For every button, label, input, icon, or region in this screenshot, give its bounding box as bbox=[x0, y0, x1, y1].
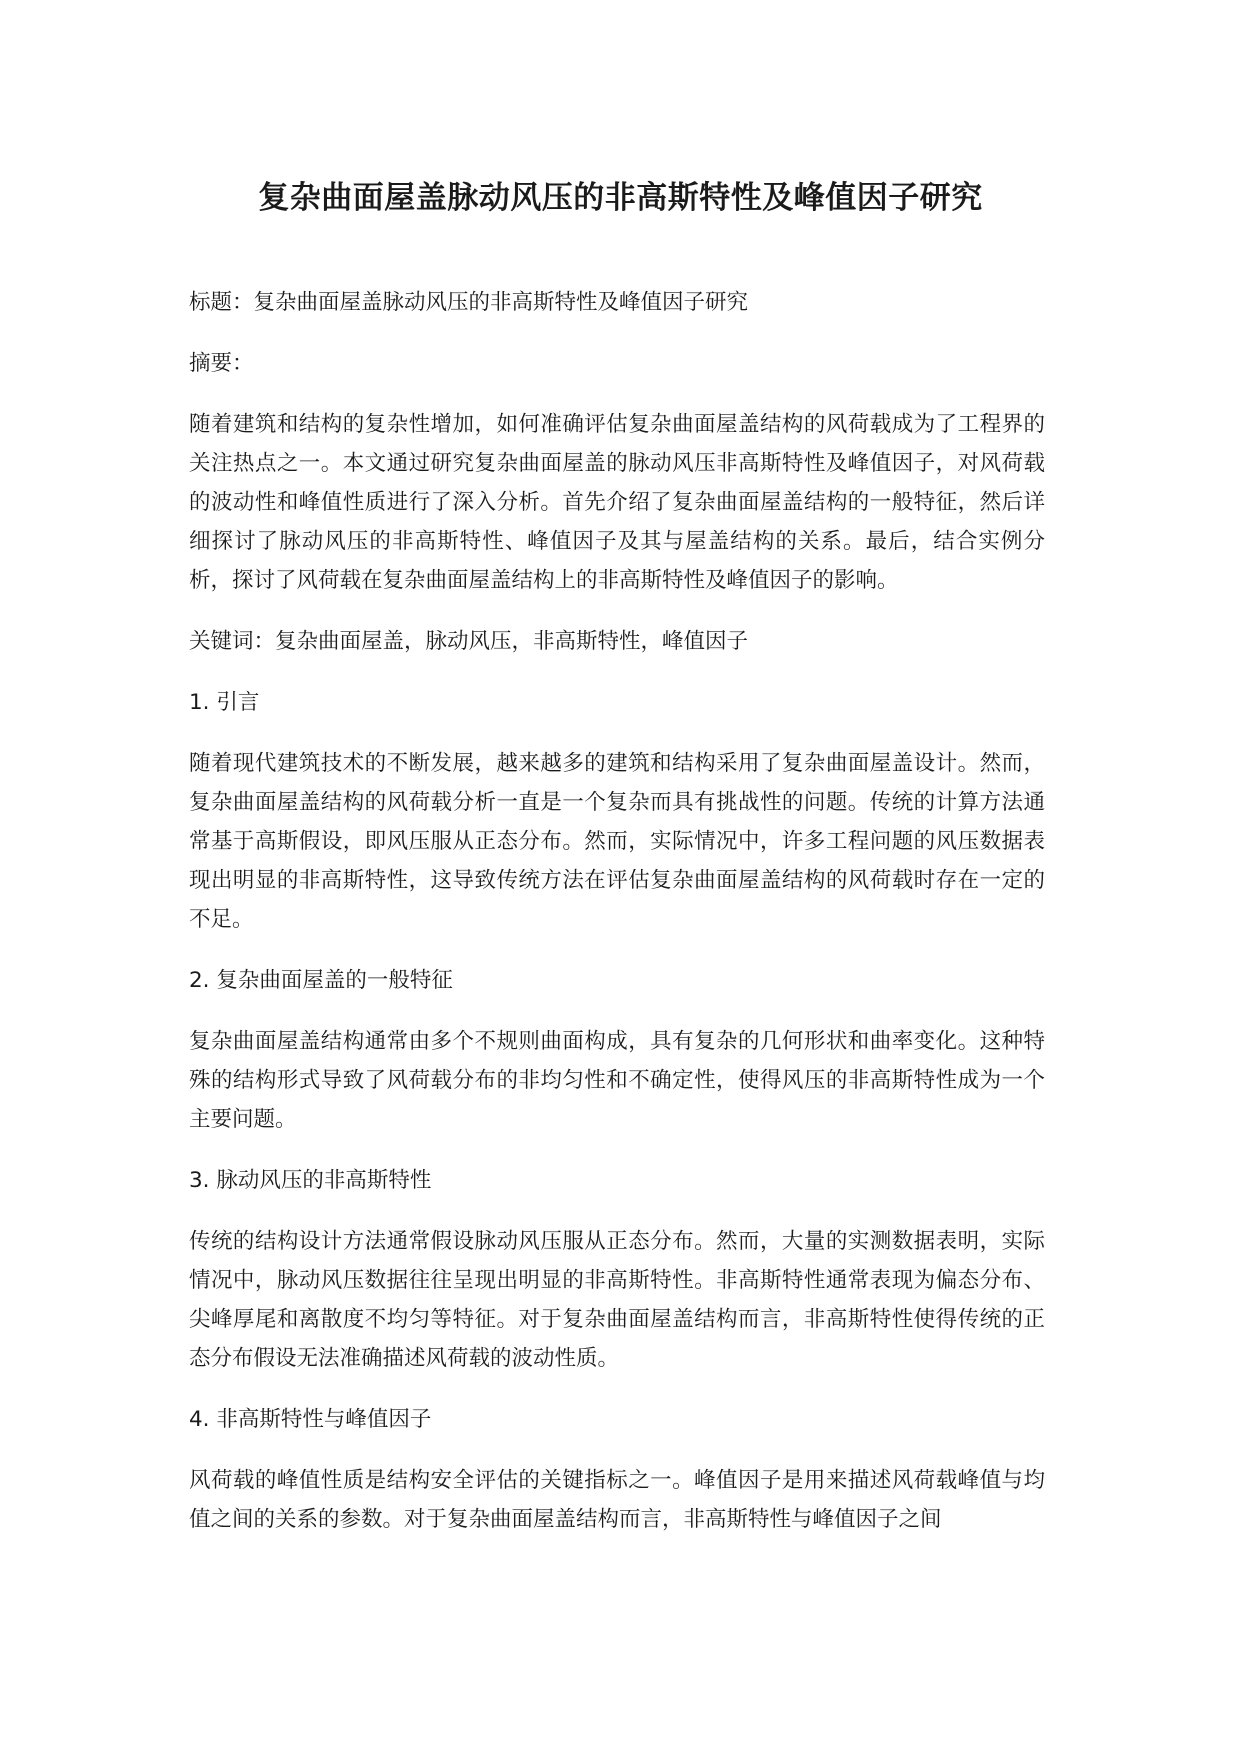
abstract-paragraph: 随着建筑和结构的复杂性增加，如何准确评估复杂曲面屋盖结构的风荷载成为了工程界的关注热点之一。本文通过研究复杂曲面屋盖的脉动风压非高斯特性及峰值因子，对风荷载的波动性和峰值性质进行了深入分析。首先介绍了复杂曲面屋盖结构的一般特征，然后详细探讨了脉动风压的非高斯特性、峰值因子及其与屋盖结构的关系。最后，结合实例分析，探讨了风荷载在复杂曲面屋盖结构上的非高斯特性及峰值因子的影响。 bbox=[189, 412, 1045, 593]
section-heading-non-gaussian: 3. 脉动风压的非高斯特性 bbox=[189, 1168, 432, 1193]
section-heading-general-features: 2. 复杂曲面屋盖的一般特征 bbox=[189, 968, 453, 993]
section-heading-peak-factor: 4. 非高斯特性与峰值因子 bbox=[189, 1407, 432, 1432]
section-heading-introduction: 1. 引言 bbox=[189, 690, 260, 715]
title-line: 标题：复杂曲面屋盖脉动风压的非高斯特性及峰值因子研究 bbox=[189, 290, 749, 315]
section-paragraph-non-gaussian: 传统的结构设计方法通常假设脉动风压服从正态分布。然而，大量的实测数据表明，实际情况中，脉动风压数据往往呈现出明显的非高斯特性。非高斯特性通常表现为偏态分布、尖峰厚尾和离散度不均匀等特征。对于复杂曲面屋盖结构而言，非高斯特性使得传统的正态分布假设无法准确描述风荷载的波动性质。 bbox=[189, 1229, 1045, 1371]
document-title: 复杂曲面屋盖脉动风压的非高斯特性及峰值因子研究 bbox=[258, 180, 983, 216]
section-paragraph-general-features: 复杂曲面屋盖结构通常由多个不规则曲面构成，具有复杂的几何形状和曲率变化。这种特殊的结构形式导致了风荷载分布的非均匀性和不确定性，使得风压的非高斯特性成为一个主要问题。 bbox=[189, 1029, 1045, 1132]
keywords-line: 关键词：复杂曲面屋盖，脉动风压，非高斯特性，峰值因子 bbox=[189, 629, 749, 654]
section-paragraph-introduction: 随着现代建筑技术的不断发展，越来越多的建筑和结构采用了复杂曲面屋盖设计。然而，复杂曲面屋盖结构的风荷载分析一直是一个复杂而具有挑战性的问题。传统的计算方法通常基于高斯假设，即风压服从正态分布。然而，实际情况中，许多工程问题的风压数据表现出明显的非高斯特性，这导致传统方法在评估复杂曲面屋盖结构的风荷载时存在一定的不足。 bbox=[189, 751, 1045, 932]
document-body bbox=[189, 283, 1045, 1561]
abstract-label: 摘要： bbox=[189, 351, 254, 376]
section-paragraph-peak-factor: 风荷载的峰值性质是结构安全评估的关键指标之一。峰值因子是用来描述风荷载峰值与均值之间的关系的参数。对于复杂曲面屋盖结构而言，非高斯特性与峰值因子之间 bbox=[189, 1468, 1045, 1532]
